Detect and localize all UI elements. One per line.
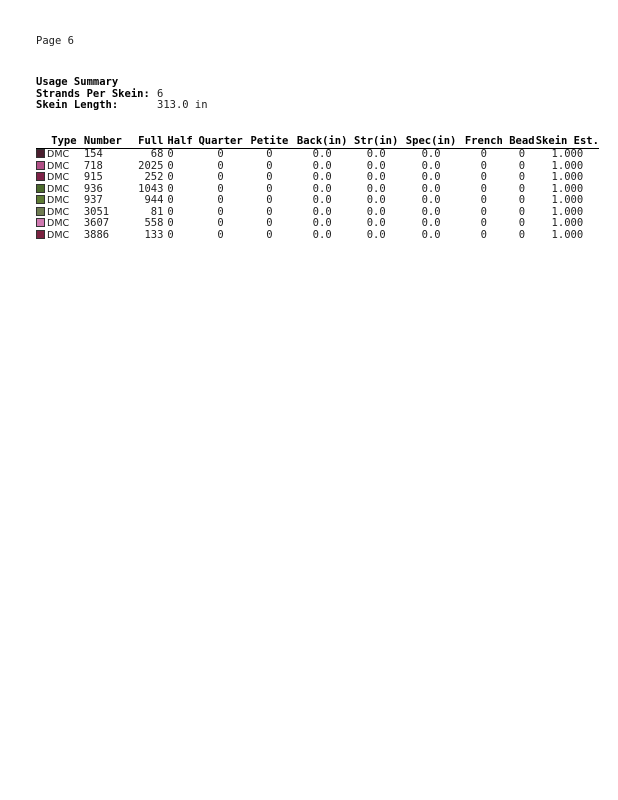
cell-type: [36, 161, 84, 173]
cell-bead: 0: [518, 194, 526, 206]
usage-table: [36, 135, 599, 241]
cell-bead: 0: [518, 182, 526, 195]
cell-str: 0.0: [366, 171, 386, 183]
cell-spec: 0.0: [421, 228, 441, 241]
cell-str: 0.0: [366, 205, 386, 218]
cell-skein-est: 1.000: [551, 194, 584, 206]
color-swatch: [36, 218, 45, 227]
cell-french: 0: [480, 159, 487, 172]
cell-back: 0.0: [312, 228, 332, 241]
table-row: [36, 149, 599, 161]
cell-quarter: 0: [217, 217, 224, 229]
cell-half: 0: [167, 148, 174, 160]
thread-brand: DMC: [47, 160, 70, 172]
cell-french: 0: [480, 148, 487, 160]
cell-bead: 0: [518, 159, 526, 172]
cell-number: 3051: [83, 205, 110, 218]
thread-brand: DMC: [47, 149, 70, 160]
cell-skein-est: 1.000: [551, 171, 584, 183]
cell-spec: 0.0: [421, 148, 441, 160]
cell-petite: 0: [266, 205, 273, 218]
cell-type: [36, 218, 84, 230]
cell-petite: 0: [266, 194, 273, 206]
cell-str: 0.0: [366, 228, 386, 241]
cell-half: 0: [167, 194, 174, 206]
cell-spec: 0.0: [421, 217, 441, 229]
cell-quarter: 0: [217, 159, 224, 172]
cell-bead: 0: [518, 228, 526, 241]
col-type: Type: [36, 135, 84, 149]
cell-type: [36, 230, 84, 242]
color-swatch: [36, 184, 45, 193]
cell-half: 0: [167, 205, 174, 218]
strands-per-skein-value: 6: [157, 87, 164, 100]
cell-number: 3886: [83, 228, 110, 241]
color-swatch: [36, 207, 45, 216]
cell-french: 0: [480, 217, 487, 229]
cell-number: 154: [83, 148, 103, 160]
cell-french: 0: [480, 228, 487, 241]
cell-number: 936: [83, 182, 103, 195]
cell-spec: 0.0: [421, 171, 441, 183]
cell-full: 558: [144, 217, 164, 229]
col-bead: Bead: [509, 135, 535, 147]
cell-full: 68: [150, 148, 164, 160]
cell-back: 0.0: [312, 217, 332, 229]
table-row: [36, 172, 599, 184]
cell-full: 2025: [138, 159, 164, 172]
cell-half: 0: [167, 159, 174, 172]
col-skein-est: Skein Est.: [535, 135, 599, 147]
thread-brand: DMC: [47, 218, 70, 229]
cell-petite: 0: [266, 217, 273, 229]
cell-petite: 0: [266, 148, 273, 160]
cell-half: 0: [167, 182, 174, 195]
cell-back: 0.0: [312, 182, 332, 195]
col-number: Number: [83, 135, 122, 147]
cell-str: 0.0: [366, 159, 386, 172]
usage-summary: [36, 77, 208, 112]
col-half: Half: [167, 135, 196, 149]
cell-type: [36, 195, 84, 207]
color-swatch: [36, 195, 45, 204]
color-swatch: [36, 149, 45, 158]
cell-type: [36, 184, 84, 196]
cell-type: [36, 207, 84, 219]
table-header-row: [36, 135, 599, 149]
cell-quarter: 0: [217, 205, 224, 218]
cell-petite: 0: [266, 228, 273, 241]
cell-back: 0.0: [312, 171, 332, 183]
cell-str: 0.0: [366, 182, 386, 195]
cell-quarter: 0: [217, 182, 224, 195]
cell-french: 0: [480, 205, 487, 218]
cell-quarter: 0: [217, 148, 224, 160]
cell-spec: 0.0: [421, 194, 441, 206]
cell-quarter: 0: [217, 194, 224, 206]
cell-full: 944: [144, 194, 164, 206]
thread-brand: DMC: [47, 183, 70, 195]
cell-type: [36, 172, 84, 184]
cell-full: 81: [150, 205, 164, 218]
cell-back: 0.0: [312, 148, 332, 160]
page-number: Page 6: [36, 35, 74, 47]
cell-bead: 0: [518, 217, 526, 229]
table-row: [36, 230, 599, 242]
col-full: Full: [124, 135, 168, 149]
cell-bead: 0: [518, 205, 526, 218]
thread-brand: DMC: [47, 206, 70, 218]
col-spec: Spec(in): [403, 135, 460, 149]
cell-spec: 0.0: [421, 182, 441, 195]
strands-per-skein-label: Strands Per Skein:: [36, 87, 150, 100]
cell-quarter: 0: [217, 228, 224, 241]
col-back: Back(in): [295, 135, 350, 149]
cell-type: [36, 149, 84, 161]
thread-brand: DMC: [47, 172, 70, 183]
cell-full: 133: [144, 228, 164, 241]
table-row: [36, 218, 599, 230]
cell-spec: 0.0: [421, 205, 441, 218]
cell-number: 3607: [83, 217, 110, 229]
cell-french: 0: [480, 194, 487, 206]
cell-str: 0.0: [366, 148, 386, 160]
cell-skein-est: 1.000: [551, 205, 584, 218]
color-swatch: [36, 161, 45, 170]
cell-skein-est: 1.000: [551, 228, 584, 241]
summary-title: Usage Summary: [36, 76, 119, 88]
col-petite: Petite: [244, 135, 294, 149]
cell-petite: 0: [266, 182, 273, 195]
cell-skein-est: 1.000: [551, 217, 584, 229]
cell-spec: 0.0: [421, 159, 441, 172]
color-swatch: [36, 230, 45, 239]
cell-back: 0.0: [312, 194, 332, 206]
cell-half: 0: [167, 171, 174, 183]
col-quarter: Quarter: [198, 135, 243, 147]
col-french: French: [460, 135, 508, 149]
cell-full: 1043: [138, 182, 164, 195]
cell-number: 937: [83, 194, 103, 206]
cell-skein-est: 1.000: [551, 182, 584, 195]
cell-number: 915: [83, 171, 103, 183]
color-swatch: [36, 172, 45, 181]
cell-back: 0.0: [312, 159, 332, 172]
cell-back: 0.0: [312, 205, 332, 218]
cell-str: 0.0: [366, 194, 386, 206]
cell-quarter: 0: [217, 171, 224, 183]
cell-str: 0.0: [366, 217, 386, 229]
thread-brand: DMC: [47, 229, 70, 241]
cell-number: 718: [83, 159, 103, 172]
cell-french: 0: [480, 171, 487, 183]
cell-bead: 0: [518, 148, 526, 160]
cell-half: 0: [167, 217, 174, 229]
cell-half: 0: [167, 228, 174, 241]
cell-petite: 0: [266, 159, 273, 172]
cell-skein-est: 1.000: [551, 148, 584, 160]
skein-length-value: 313.0 in: [157, 99, 208, 111]
cell-petite: 0: [266, 171, 273, 183]
thread-brand: DMC: [47, 195, 70, 206]
skein-length-label: Skein Length:: [36, 99, 119, 111]
cell-bead: 0: [518, 171, 526, 183]
col-str: Str(in): [350, 135, 403, 149]
table-row: [36, 195, 599, 207]
cell-skein-est: 1.000: [551, 159, 584, 172]
cell-full: 252: [144, 171, 164, 183]
cell-french: 0: [480, 182, 487, 195]
